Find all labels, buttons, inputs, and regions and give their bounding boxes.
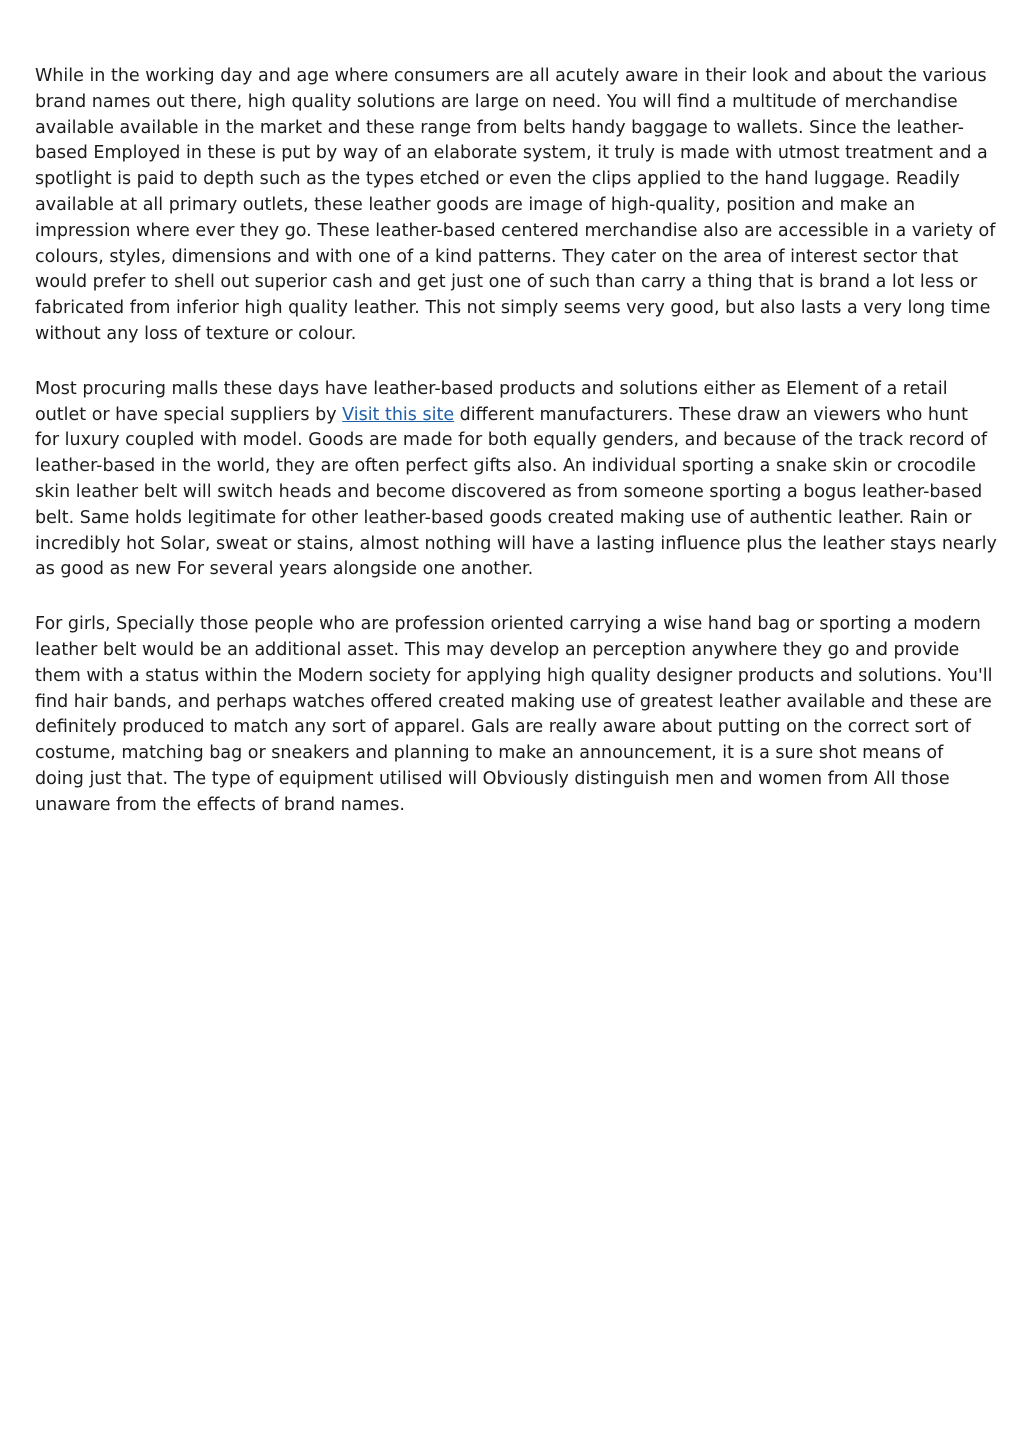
paragraph-3: For girls, Specially those people who are profession oriented carrying a wise hand bag or sporting a modern leather belt would be an additional asset. This may develop an perception anywhere they go and provide them with a status within the Modern society for applying high quality designer products and solutions. You'll find hair bands, and perhaps watches offered created making use of greatest leather available and these are definitely produced to match any sort of apparel. Gals are really aware about putting on the correct sort of costume, matching bag or sneakers and planning to make an announcement, it is a sure shot means of doing just that. The type of equipment utilised will Obviously distinguish men and women from All those unaware from the effects of brand names. bbox=[35, 614, 993, 815]
paragraph-1: While in the working day and age where consumers are all acutely aware in their look and about the various brand names out there, high quality solutions are large on need. You will find a multitude of merchandise available available in the market and these range from belts handy baggage to wallets. Since the leather-based Employed in these is put by way of an elaborate system, it truly is made with utmost treatment and a spotlight is paid to depth such as the types etched or even the clips applied to the hand luggage. Readily available at all primary outlets, these leather goods are image of high-quality, position and make an impression where ever they go. These leather-based centered merchandise also are accessible in a variety of colours, styles, dimensions and with one of a kind patterns. They cater on the area of interest sector that would prefer to shell out superior cash and get just one of such than carry a thing that is brand a lot less or fabricated from inferior high quality leather. This not simply seems very good, but also lasts a very long time without any loss of texture or colour. bbox=[35, 66, 996, 344]
paragraph-2-text-after-link: different manufacturers. These draw an viewers who hunt for luxury coupled with model. Goods are made for both equally genders, and because of the track record of leather-based in the world, they are often perfect gifts also. An individual sporting a snake skin or crocodile skin leather belt will switch heads and become discovered as from someone sporting a bogus leather-based belt. Same holds legitimate for other leather-based goods created making use of authentic leather. Rain or incredibly hot Solar, sweat or stains, almost nothing will have a lasting influence plus the leather stays nearly as good as new For several years alongside one another. bbox=[35, 404, 997, 580]
document-body bbox=[35, 64, 997, 848]
paragraph-2 bbox=[35, 377, 997, 583]
paragraph-2-text-before-link: Most procuring malls these days have leather-based products and solutions either as Element of a retail outlet or have special suppliers by bbox=[35, 378, 948, 425]
visit-this-site-link[interactable]: Visit this site bbox=[342, 404, 455, 425]
